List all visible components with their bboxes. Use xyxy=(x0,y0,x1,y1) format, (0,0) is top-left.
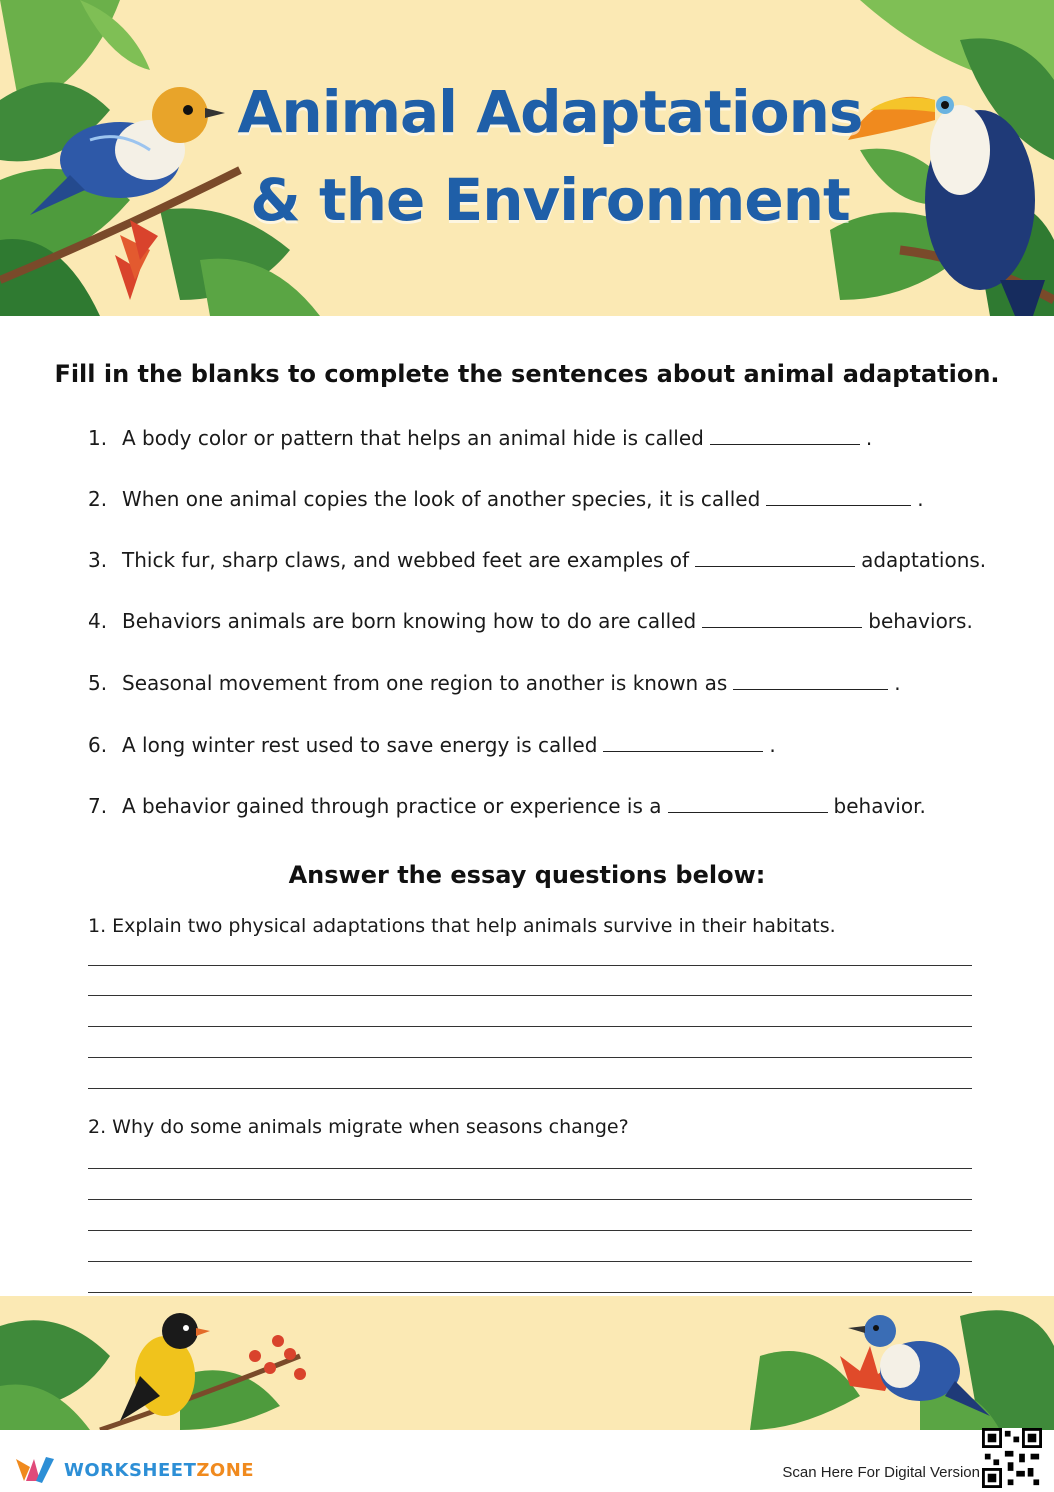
item-after: adaptations. xyxy=(861,548,987,572)
fill-in-item xyxy=(88,794,926,818)
brand-part2: ZONE xyxy=(196,1459,255,1481)
answer-blank[interactable] xyxy=(766,487,911,506)
item-text: A body color or pattern that helps an animal hide is called xyxy=(122,426,704,450)
fill-in-item xyxy=(88,487,924,511)
worksheetzone-logo-icon xyxy=(14,1455,56,1485)
item-text: Behaviors animals are born knowing how to do are called xyxy=(122,609,697,633)
brand-logo[interactable] xyxy=(14,1452,254,1488)
answer-blank[interactable] xyxy=(710,426,860,445)
item-text: When one animal copies the look of another species, it is called xyxy=(122,487,761,511)
fill-in-item xyxy=(88,671,901,695)
page-title-line1: Animal Adaptations xyxy=(237,78,863,146)
item-text: A long winter rest used to save energy is called xyxy=(122,733,598,757)
item-text: Seasonal movement from one region to another is known as xyxy=(122,671,728,695)
answer-line[interactable] xyxy=(88,1261,972,1262)
item-number: 5. xyxy=(88,671,108,695)
item-after: . xyxy=(769,733,776,757)
answer-blank[interactable] xyxy=(603,733,763,752)
essay-question: 2. Why do some animals migrate when seasons change? xyxy=(88,1116,629,1138)
answer-line[interactable] xyxy=(88,1026,972,1027)
item-text: A behavior gained through practice or experience is a xyxy=(122,794,662,818)
scan-instruction: Scan Here For Digital Version xyxy=(782,1464,980,1481)
answer-blank[interactable] xyxy=(695,548,855,567)
item-number: 3. xyxy=(88,548,108,572)
fill-in-item xyxy=(88,548,986,572)
item-number: 4. xyxy=(88,609,108,633)
item-after: . xyxy=(917,487,924,511)
heliconia-flower-icon xyxy=(115,220,158,300)
item-after: . xyxy=(865,426,873,450)
answer-line[interactable] xyxy=(88,965,972,966)
answer-blank[interactable] xyxy=(668,794,828,813)
answer-blank[interactable] xyxy=(702,609,862,628)
answer-line[interactable] xyxy=(88,1230,972,1231)
fill-in-instruction: Fill in the blanks to complete the sentences about animal adaptation. xyxy=(54,360,1000,388)
item-number: 2. xyxy=(88,487,108,511)
header-banner xyxy=(0,0,1054,316)
item-after: behaviors. xyxy=(868,609,973,633)
item-number: 1. xyxy=(88,426,108,450)
answer-line[interactable] xyxy=(88,995,972,996)
footer-banner xyxy=(0,1296,1054,1430)
answer-line[interactable] xyxy=(88,1292,972,1293)
brand-part1: WORKSHEET xyxy=(64,1459,197,1481)
fill-in-item xyxy=(88,609,973,633)
fill-in-item xyxy=(88,426,872,450)
fill-in-item xyxy=(88,733,776,757)
essay-instruction: Answer the essay questions below: xyxy=(288,861,766,889)
page-title-line2: & the Environment xyxy=(250,166,850,234)
brand-name xyxy=(64,1460,254,1481)
qr-code-icon[interactable] xyxy=(982,1428,1042,1488)
item-after: behavior. xyxy=(833,794,926,818)
item-number: 6. xyxy=(88,733,108,757)
item-number: 7. xyxy=(88,794,108,818)
answer-line[interactable] xyxy=(88,1168,972,1169)
answer-line[interactable] xyxy=(88,1199,972,1200)
item-text: Thick fur, sharp claws, and webbed feet are examples of xyxy=(122,548,690,572)
answer-line[interactable] xyxy=(88,1057,972,1058)
answer-blank[interactable] xyxy=(733,671,888,690)
header-decoration xyxy=(0,0,1054,316)
answer-line[interactable] xyxy=(88,1088,972,1089)
item-after: . xyxy=(894,671,901,695)
footer-decoration xyxy=(0,1296,1054,1430)
essay-question: 1. Explain two physical adaptations that help animals survive in their habitats. xyxy=(88,915,836,937)
